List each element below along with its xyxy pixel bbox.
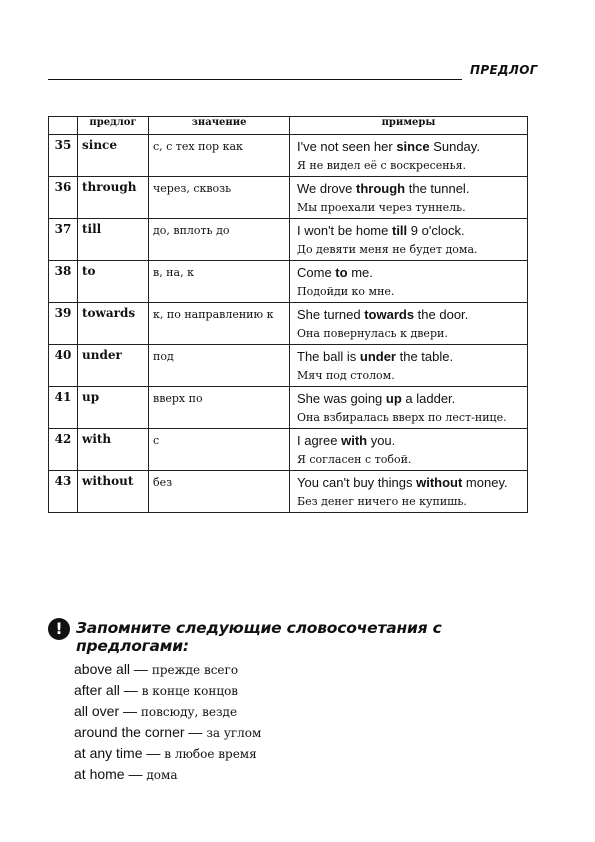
phrase-english: at home xyxy=(74,766,125,782)
meaning: с, с тех пор как xyxy=(149,135,290,177)
table-row xyxy=(49,387,528,429)
example-text: She was going xyxy=(297,391,386,406)
meaning: до, вплоть до xyxy=(149,219,290,261)
example-text: Sunday. xyxy=(429,139,480,154)
preposition: through xyxy=(78,177,149,219)
preposition: since xyxy=(78,135,149,177)
example-russian: Мяч под столом. xyxy=(297,369,395,382)
example-text: the table. xyxy=(396,349,454,364)
example-english xyxy=(297,180,523,198)
column-header-examples: примеры xyxy=(290,117,528,135)
table-row xyxy=(49,471,528,513)
example-russian: Я согласен с тобой. xyxy=(297,453,412,466)
example-russian: Без денег ничего не купишь. xyxy=(297,495,467,508)
example-text: the tunnel. xyxy=(405,181,470,196)
example-text: money. xyxy=(462,475,508,490)
meaning: к, по направлению к xyxy=(149,303,290,345)
example-russian: До девяти меня не будет дома. xyxy=(297,243,478,256)
row-number: 35 xyxy=(49,135,78,177)
row-number: 36 xyxy=(49,177,78,219)
preposition: under xyxy=(78,345,149,387)
example-preposition: up xyxy=(385,391,402,406)
example-english xyxy=(297,432,523,450)
list-item xyxy=(74,743,261,764)
meaning: с xyxy=(149,429,290,471)
row-number: 41 xyxy=(49,387,78,429)
header-rule xyxy=(48,79,462,80)
example-russian: Она повернулась к двери. xyxy=(297,327,448,340)
row-number: 39 xyxy=(49,303,78,345)
table-row xyxy=(49,177,528,219)
list-item xyxy=(74,680,261,701)
meaning: вверх по xyxy=(149,387,290,429)
preposition: up xyxy=(78,387,149,429)
example-russian: Я не видел её с воскресенья. xyxy=(297,159,467,172)
meaning: под xyxy=(149,345,290,387)
list-item xyxy=(74,701,261,722)
example-text: I won't be home xyxy=(297,223,392,238)
example-russian: Она взбиралась вверх по лест-нице. xyxy=(297,411,507,424)
prepositions-table xyxy=(48,116,528,513)
phrase-dash: — xyxy=(119,703,141,719)
example-cell xyxy=(290,135,528,177)
example-text: Come xyxy=(297,265,336,280)
meaning: без xyxy=(149,471,290,513)
exclamation-icon: ! xyxy=(48,618,70,640)
phrase-english: at any time xyxy=(74,745,143,761)
column-header-preposition: предлог xyxy=(78,117,149,135)
example-preposition: under xyxy=(359,349,396,364)
preposition: to xyxy=(78,261,149,303)
row-number: 42 xyxy=(49,429,78,471)
remember-note xyxy=(48,616,548,655)
phrase-dash: — xyxy=(130,661,152,677)
example-text: I've not seen her xyxy=(297,139,397,154)
table-header-row xyxy=(49,117,528,135)
table-row xyxy=(49,345,528,387)
row-number: 37 xyxy=(49,219,78,261)
table-row xyxy=(49,303,528,345)
phrase-dash: — xyxy=(184,724,207,740)
example-cell xyxy=(290,429,528,471)
example-text: She turned xyxy=(297,307,365,322)
table-row xyxy=(49,135,528,177)
phrase-dash: — xyxy=(124,766,147,782)
example-preposition: without xyxy=(416,475,463,490)
phrase-translation: повсюду, везде xyxy=(140,705,238,719)
table-row xyxy=(49,219,528,261)
phrase-translation: в конце концов xyxy=(141,684,239,698)
example-text: I agree xyxy=(297,433,342,448)
example-cell xyxy=(290,261,528,303)
phrase-translation: дома xyxy=(146,768,178,782)
example-text: the door. xyxy=(414,307,469,322)
example-preposition: through xyxy=(356,181,406,196)
example-cell xyxy=(290,177,528,219)
example-cell xyxy=(290,303,528,345)
example-english xyxy=(297,264,523,282)
example-preposition: with xyxy=(341,433,368,448)
list-item xyxy=(74,659,261,680)
example-english xyxy=(297,222,523,240)
example-cell xyxy=(290,471,528,513)
phrase-dash: — xyxy=(119,682,142,698)
remember-heading: Запомните следующие словосочетания с предлогами: xyxy=(76,619,442,655)
list-item xyxy=(74,764,261,785)
example-preposition: since xyxy=(396,139,430,154)
phrase-dash: — xyxy=(142,745,165,761)
meaning: через, сквозь xyxy=(149,177,290,219)
example-text: 9 o'clock. xyxy=(407,223,465,238)
example-text: The ball is xyxy=(297,349,360,364)
example-text: you. xyxy=(367,433,396,448)
example-text: You can't buy things xyxy=(297,475,417,490)
preposition: without xyxy=(78,471,149,513)
phrase-translation: в любое время xyxy=(164,747,257,761)
row-number: 43 xyxy=(49,471,78,513)
example-russian: Подойди ко мне. xyxy=(297,285,395,298)
example-english xyxy=(297,348,523,366)
example-english xyxy=(297,390,523,408)
phrase-list xyxy=(74,659,261,785)
example-cell xyxy=(290,219,528,261)
phrase-translation: прежде всего xyxy=(151,663,239,677)
section-title: ПРЕДЛОГ xyxy=(470,63,538,77)
example-english xyxy=(297,306,523,324)
example-preposition: to xyxy=(335,265,348,280)
phrase-english: above all xyxy=(74,661,131,677)
phrase-translation: за углом xyxy=(206,726,262,740)
example-preposition: towards xyxy=(364,307,415,322)
table-row xyxy=(49,429,528,471)
example-english xyxy=(297,138,523,156)
preposition: with xyxy=(78,429,149,471)
phrase-english: after all xyxy=(74,682,120,698)
table-row xyxy=(49,261,528,303)
row-number: 40 xyxy=(49,345,78,387)
example-cell xyxy=(290,387,528,429)
example-cell xyxy=(290,345,528,387)
list-item xyxy=(74,722,261,743)
phrase-english: around the corner xyxy=(74,724,185,740)
example-preposition: till xyxy=(391,223,408,238)
column-header-number xyxy=(49,117,78,135)
preposition: towards xyxy=(78,303,149,345)
example-text: We drove xyxy=(297,181,357,196)
example-english xyxy=(297,474,523,492)
example-russian: Мы проехали через туннель. xyxy=(297,201,466,214)
example-text: me. xyxy=(347,265,373,280)
preposition: till xyxy=(78,219,149,261)
column-header-meaning: значение xyxy=(149,117,290,135)
meaning: в, на, к xyxy=(149,261,290,303)
example-text: a ladder. xyxy=(401,391,456,406)
row-number: 38 xyxy=(49,261,78,303)
phrase-english: all over xyxy=(74,703,120,719)
